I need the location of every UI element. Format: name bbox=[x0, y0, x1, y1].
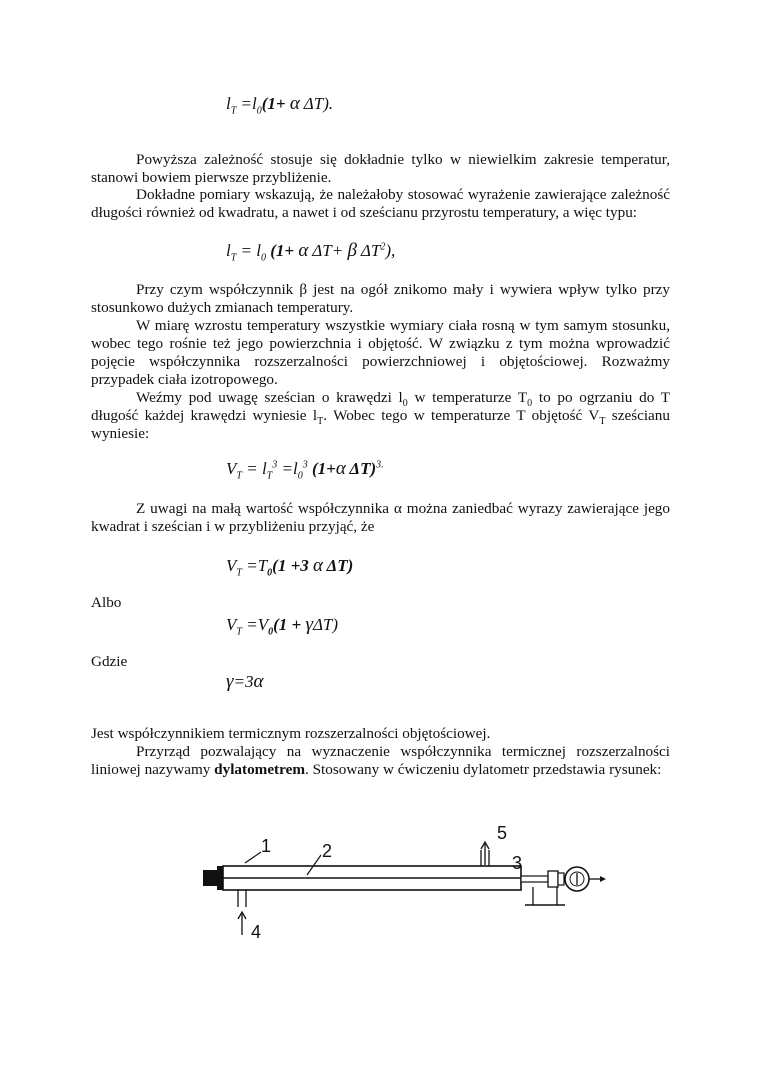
end-cap bbox=[203, 870, 218, 886]
equation-6: γ=3α bbox=[226, 671, 264, 692]
label-5: 5 bbox=[497, 823, 508, 843]
dilatometer-diagram bbox=[190, 815, 620, 945]
equation-2: $l_T = l_0$ (1+ α ΔT+ β $\Delta T^2$), bbox=[226, 240, 396, 264]
paragraph-4: W miarę wzrostu temperatury wszystkie wymiary ciała rosną w tym samym stosunku, wobec tego rośnie też jego powierzchnia i objętość. W związku z tym można wprowadzić pojęcie współczynnika rozszerzalności powierzchniowej i objętościowej. Rozważmy przypadek ciała izotropowego. bbox=[91, 317, 670, 388]
paragraph-8: Przyrząd pozwalający na wyznaczenie współczynnika termicznej rozszerzalności liniowej nazywamy dylatometrem. Stosowany w ćwiczeniu dylatometr przedstawia rysunek: bbox=[91, 743, 670, 778]
paragraph-7: Jest współczynnikiem termicznym rozszerzalności objętościowej. bbox=[91, 725, 491, 742]
paragraph-6: Z uwagi na małą wartość współczynnika α można zaniedbać wyrazy zawierające jego kwadrat i sześcian i w przybliżeniu przyjąć, że bbox=[91, 500, 670, 535]
equation-1: $l_T =l_0(1+ \alpha$ ΔT). bbox=[226, 93, 334, 117]
paragraph-1: Powyższa zależność stosuje się dokładnie tylko w niewielkim zakresie temperatur, stanowi bowiem pierwsze przybliżenie. bbox=[91, 151, 670, 186]
gauge-mount bbox=[558, 873, 564, 885]
coupling-rod bbox=[521, 876, 548, 882]
paragraph-3: Przy czym współczynnik β jest na ogół znikomo mały i wywiera wpływ tylko przy stosunkowo dużych zmianach temperatury. bbox=[91, 281, 670, 316]
equation-5: $V_T =V_0(1 + \gamma\Delta T)$ bbox=[226, 614, 339, 638]
paragraph-2: Dokładne pomiary wskazują, że należałoby stosować wyrażenie zawierające zależność długości również od kwadratu, a nawet i od sześcianu przyrostu temperatury, a więc typu: bbox=[91, 186, 670, 221]
gauge-tip bbox=[600, 876, 606, 882]
label-1: 1 bbox=[261, 836, 272, 856]
label-4: 4 bbox=[251, 922, 262, 942]
equation-3: $V_T = l_T^3 =l_0^3$ (1+α ΔT)$^{3.}$ bbox=[226, 458, 384, 482]
label-3: 3 bbox=[512, 853, 523, 873]
paragraph-5: Weźmy pod uwagę sześcian o krawędzi $l_0$ w temperaturze $T_0$ to po ogrzaniu do T długość każdej krawędzi wyniesie $l_T$. Wobec tego w temperaturze T objętość $V_T$ sześcianu wyniesie: bbox=[91, 389, 671, 442]
equation-4: $V_T =T_0(1 +3$ α ΔT) bbox=[226, 555, 354, 579]
label-albo: Albo bbox=[91, 594, 122, 611]
label-2: 2 bbox=[322, 841, 333, 861]
coupling bbox=[548, 871, 558, 887]
term-dylatometr: dylatometrem bbox=[214, 761, 305, 778]
end-flange bbox=[217, 866, 223, 890]
label-gdzie: Gdzie bbox=[91, 653, 128, 670]
leader-1 bbox=[245, 852, 261, 863]
